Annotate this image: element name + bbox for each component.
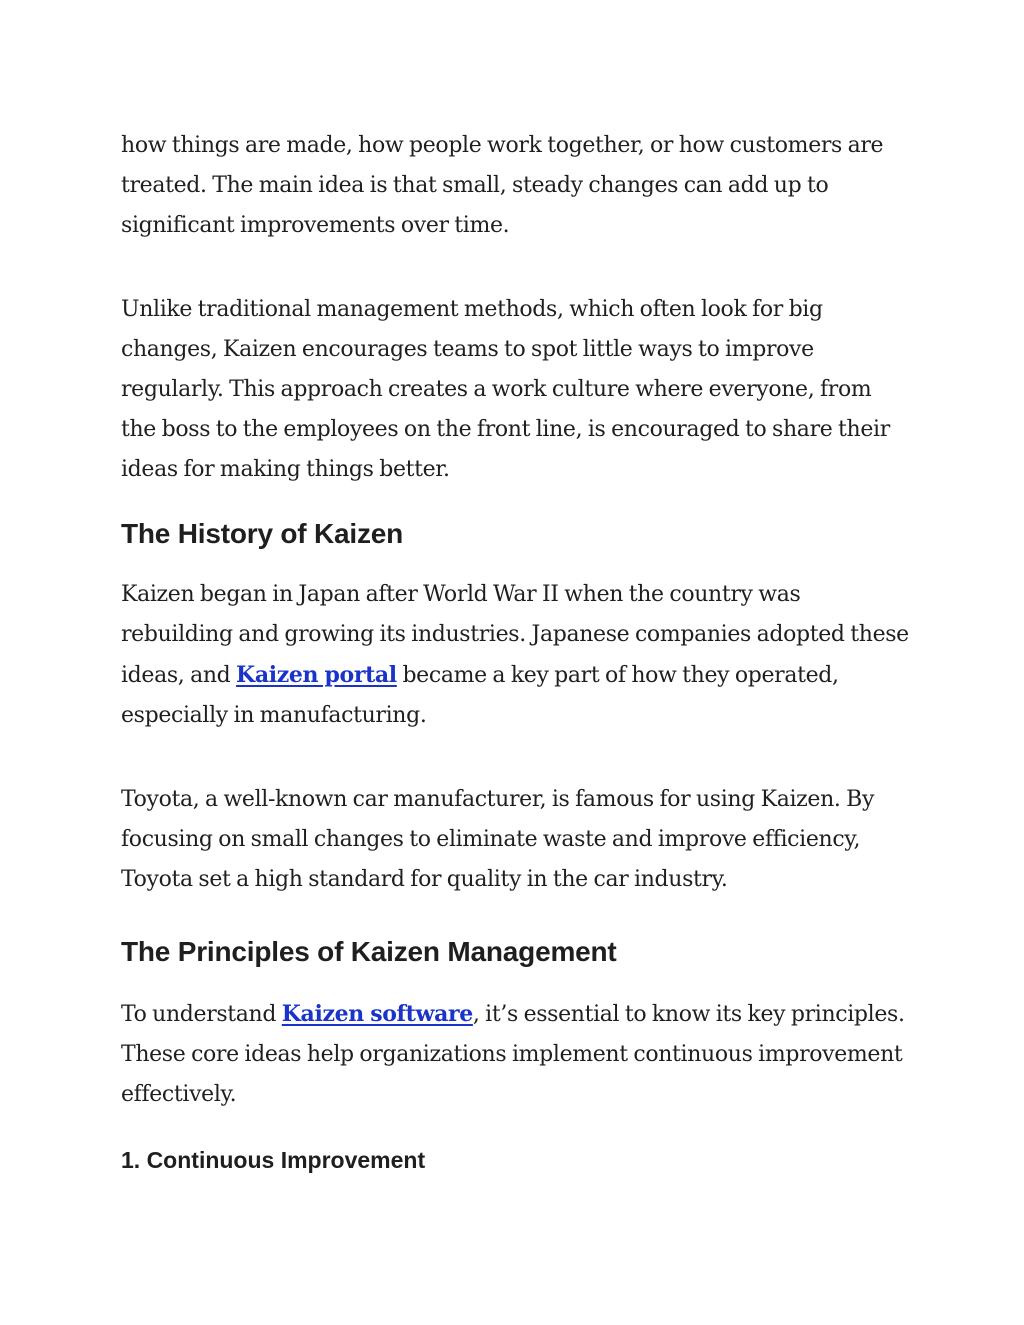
article-body (121, 126, 911, 1177)
principles-text-after-link: , it’s essential to know its key principles. These core ideas help organizations implement continuous improvement effectively. (121, 1002, 905, 1107)
paragraph-history-origin (121, 575, 911, 736)
paragraph-principles-intro (121, 994, 911, 1115)
paragraph-unlike-traditional: Unlike traditional management methods, which often look for big changes, Kaizen encourages teams to spot little ways to improve regularly. This approach creates a work culture where everyone, from the boss to the employees on the front line, is encouraged to share their ideas for making things better. (121, 297, 890, 482)
paragraph-history-toyota: Toyota, a well-known car manufacturer, is famous for using Kaizen. By focusing on small changes to eliminate waste and improve efficiency, Toyota set a high standard for quality in the car industry. (121, 787, 875, 892)
principles-text-before-link: To understand (121, 1002, 282, 1027)
heading-history-of-kaizen: The History of Kaizen (121, 518, 404, 549)
kaizen-software-link[interactable]: Kaizen software (281, 1001, 473, 1027)
kaizen-portal-link[interactable]: Kaizen portal (236, 662, 397, 688)
paragraph-intro-end: how things are made, how people work together, or how customers are treated. The main idea is that small, steady changes can add up to significant improvements over time. (121, 133, 884, 238)
heading-principles-of-kaizen: The Principles of Kaizen Management (121, 936, 617, 967)
heading-continuous-improvement: 1. Continuous Improvement (121, 1147, 426, 1173)
history-text-after-link: became a key part of how they operated, especially in manufacturing. (121, 663, 839, 728)
history-text-before-link: Kaizen began in Japan after World War II when the country was rebuilding and growing its industries. Japanese companies adopted these ideas, and (121, 582, 909, 688)
